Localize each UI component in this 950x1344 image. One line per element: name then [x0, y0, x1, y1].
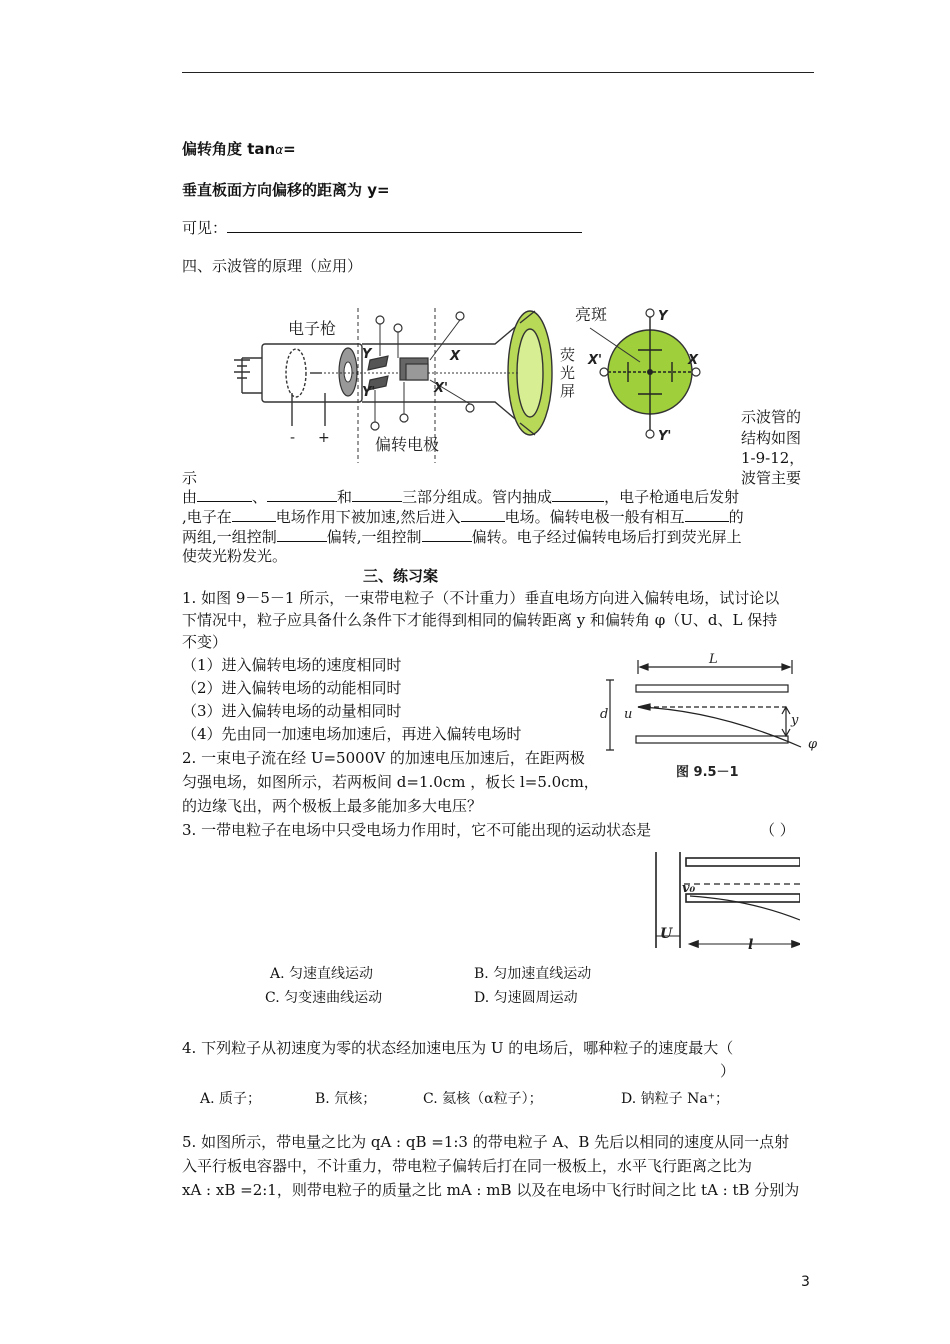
label-Yp-plate: Y': [362, 385, 376, 400]
blank-screen[interactable]: [352, 487, 402, 502]
fig1-label-y: y: [791, 713, 799, 728]
label-Yp-screen: Y': [658, 429, 672, 444]
label-Y-plate: Y: [362, 347, 372, 362]
blank-perpendicular[interactable]: [685, 507, 729, 522]
blank-direction-1[interactable]: [277, 527, 327, 542]
section-4-title: 四、示波管的原理（应用）: [182, 257, 363, 275]
label-Xp-screen: X': [588, 353, 603, 368]
q5-line-2: 入平行板电容器中，不计重力，带电粒子偏转后打在同一极板上，水平飞行距离之比为: [182, 1157, 753, 1175]
conclusion-blank[interactable]: [227, 218, 582, 233]
q3-label-U: U: [660, 926, 673, 942]
q4-option-c[interactable]: C. 氦核（α粒子）；: [423, 1091, 543, 1107]
blank-direction-2[interactable]: [422, 527, 472, 542]
fig1-label-u: u: [624, 707, 633, 722]
q2-line-2: 匀强电场，如图所示，若两板间 d=1.0cm ，板长 l=5.0cm，: [182, 773, 599, 791]
blank-vacuum[interactable]: [552, 487, 604, 502]
side-text-4: 波管主要: [741, 469, 802, 487]
q1-item-3: （3）进入偏转电场的动量相同时: [182, 702, 402, 720]
q2-line-1: 2. 一束电子流在经 U=5000V 的加速电压加速后，在距两极: [182, 749, 585, 767]
deflection-angle-line: 偏转角度 tanα=: [182, 140, 296, 158]
blank-gun[interactable]: [197, 487, 252, 502]
label-screen-2: 光: [560, 364, 576, 382]
q5-line-3: xA : xB =2:1，则带电粒子的质量之比 mA : mB 以及在电场中飞行时间之比 tA : tB 分别为: [182, 1181, 800, 1199]
structure-line-4: 使荧光粉发光。: [182, 547, 288, 565]
blank-deflect-field[interactable]: [461, 507, 505, 522]
label-deflection-plates: 偏转电极: [375, 435, 440, 454]
label-minus: -: [290, 430, 296, 446]
practice-title: 三、练习案: [363, 567, 439, 585]
side-text-3: 1-9-12，: [741, 449, 805, 467]
label-electron-gun: 电子枪: [288, 319, 337, 338]
q2-line-3: 的边缘飞出，两个极板上最多能加多大电压？: [182, 797, 483, 815]
structure-line-3: 两组,一组控制 偏转,一组控制 偏转。电子经过偏转电场后打到荧光屏上: [182, 528, 742, 546]
q3-answer-paren[interactable]: （ ）: [760, 821, 795, 839]
label-X-plate: X: [450, 349, 461, 364]
fig1-label-L: L: [709, 652, 718, 667]
label-screen-3: 屏: [560, 382, 576, 400]
q1-item-1: （1）进入偏转电场的速度相同时: [182, 656, 402, 674]
structure-line-1: 由 、 和 三部分组成。管内抽成 ，电子枪通电后发射: [182, 488, 740, 506]
fig1-label-d: d: [600, 707, 609, 722]
para-start: 示: [182, 469, 198, 487]
q3-line: 3. 一带电粒子在电场中只受电场力作用时，它不可能出现的运动状态是: [182, 821, 652, 839]
header-rule: [182, 72, 814, 73]
label-Y-screen: Y: [658, 309, 668, 324]
vertical-offset-line: 垂直板面方向偏移的距离为 y=: [182, 181, 390, 199]
q1-item-2: （2）进入偏转电场的动能相同时: [182, 679, 402, 697]
q3-option-b[interactable]: B. 匀加速直线运动: [474, 966, 592, 982]
figure-9-5-1: [596, 652, 826, 782]
q5-line-1: 5. 如图所示，带电量之比为 qA : qB =1:3 的带电粒子 A、B 先后以相同的速度从同一点射: [182, 1133, 790, 1151]
conclusion-line: 可见：: [182, 218, 582, 238]
label-Xp-plate: X': [434, 381, 449, 396]
page-number: 3: [801, 1274, 810, 1290]
label-screen-1: 荧: [560, 346, 576, 364]
q4-line: 4. 下列粒子从初速度为零的状态经加速电压为 U 的电场后，哪种粒子的速度最大（: [182, 1039, 734, 1057]
q4-option-a[interactable]: A. 质子；: [200, 1091, 262, 1107]
q4-close-paren: ）: [720, 1062, 736, 1080]
q4-option-d[interactable]: D. 钠粒子 Na⁺；: [621, 1091, 730, 1107]
q1-line-1: 1. 如图 9－5－1 所示，一束带电粒子（不计重力）垂直电场方向进入偏转电场，试讨论以: [182, 589, 780, 607]
label-plus: +: [318, 430, 330, 446]
q1-line-3: 不变）: [182, 633, 228, 651]
q3-figure: [650, 848, 800, 953]
blank-accel-field[interactable]: [232, 507, 276, 522]
structure-line-2: ,电子在 电场作用下被加速,然后进入 电场。偏转电极一般有相互 的: [182, 508, 744, 526]
label-X-screen: X: [688, 353, 699, 368]
q3-label-v0: v₀: [682, 881, 696, 896]
oscilloscope-diagram: [230, 298, 720, 463]
q3-option-d[interactable]: D. 匀速圆周运动: [474, 990, 578, 1006]
fig1-label-phi: φ: [808, 737, 818, 752]
q1-item-4: （4）先由同一加速电场加速后，再进入偏转电场时: [182, 725, 522, 743]
blank-plates[interactable]: [267, 487, 337, 502]
label-bright-spot: 亮斑: [575, 305, 608, 324]
q4-option-b[interactable]: B. 氘核；: [315, 1091, 377, 1107]
side-text-1: 示波管的: [741, 408, 802, 426]
q3-option-a[interactable]: A. 匀速直线运动: [270, 966, 374, 982]
fig1-caption: 图 9.5－1: [676, 765, 739, 780]
q3-option-c[interactable]: C. 匀变速曲线运动: [265, 990, 383, 1006]
q1-line-2: 下情况中，粒子应具备什么条件下才能得到相同的偏转距离 y 和偏转角 φ（U、d、L 保持: [182, 611, 778, 629]
side-text-2: 结构如图: [741, 429, 802, 447]
q3-label-l: l: [748, 937, 754, 953]
